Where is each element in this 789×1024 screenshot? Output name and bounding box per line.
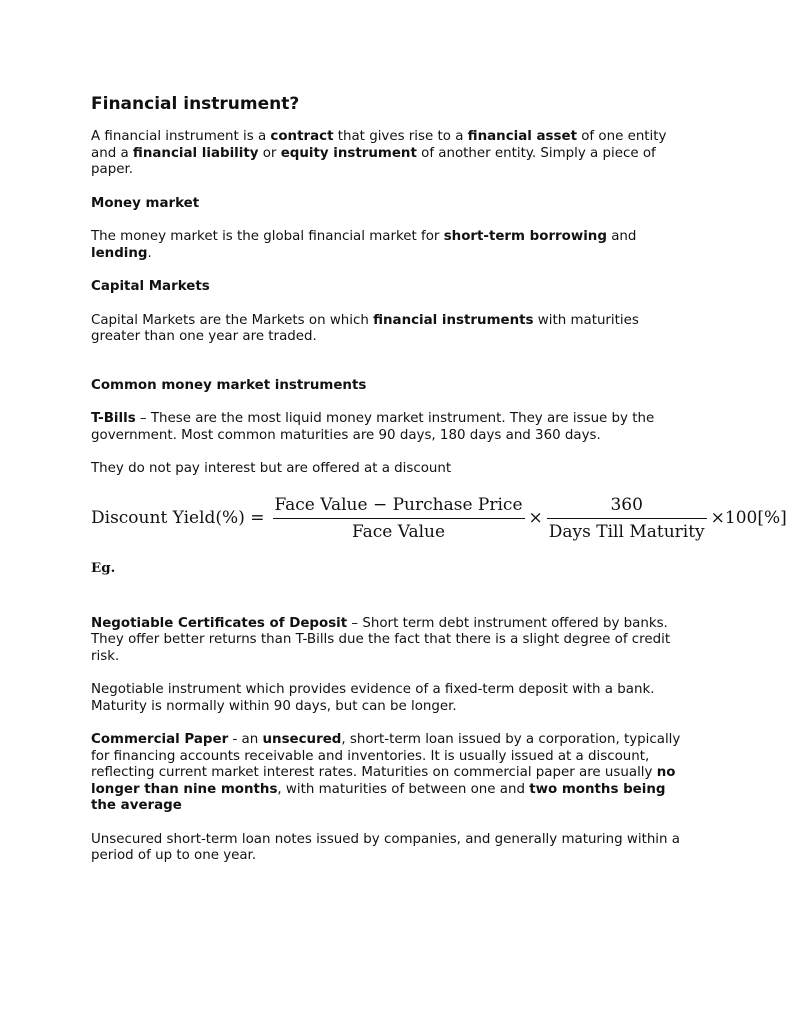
- discount-yield-formula: [91, 492, 789, 544]
- page-title: Financial instrument?: [91, 94, 300, 114]
- money-market-paragraph: The money market is the global financial market for short-term borrowing and lending.: [91, 229, 637, 261]
- formula-lhs: Discount Yield(%) =: [91, 508, 265, 528]
- formula-tail: ×100[%]: [710, 508, 787, 528]
- formula-denominator-face-value: Face Value: [273, 518, 525, 543]
- commercial-paper-paragraph: Commercial Paper - an unsecured, short-term loan issued by a corporation, typically for financing accounts receivable and inventories. It is usually issued at a discount, reflecting current market interest rates. Maturities on commercial paper are usually no longer than nine months, with maturities of between one and two months being the average: [91, 732, 681, 813]
- capital-markets-heading: Capital Markets: [91, 279, 210, 294]
- capital-markets-paragraph: Capital Markets are the Markets on which financial instruments with maturities greater than one year are traded.: [91, 312, 639, 344]
- ncd-paragraph: Negotiable Certificates of Deposit – Short term debt instrument offered by banks. They offer better returns than T-Bills due the fact that there is a slight degree of credit risk.: [91, 615, 671, 664]
- document-content: [91, 93, 691, 865]
- tbills-discount-paragraph: They do not pay interest but are offered at a discount: [91, 461, 452, 476]
- formula-fraction-price: [273, 494, 525, 543]
- formula-times: ×: [528, 508, 543, 528]
- tbills-paragraph: T-Bills – These are the most liquid money market instrument. They are issue by the government. Most common maturities are 90 days, 180 days and 360 days.: [91, 411, 655, 443]
- formula-numerator-price: Face Value − Purchase Price: [274, 494, 523, 515]
- instruments-heading: Common money market instruments: [91, 377, 367, 393]
- intro-paragraph: A financial instrument is a contract that gives rise to a financial asset of one entity and a financial liability or equity instrument of another entity. Simply a piece of paper.: [91, 129, 667, 177]
- ncd-detail-paragraph: Negotiable instrument which provides evidence of a fixed-term deposit with a bank. Maturity is normally within 90 days, but can be longer.: [91, 682, 655, 714]
- formula-fraction-days: [547, 494, 707, 543]
- example-label: Eg.: [91, 560, 116, 576]
- formula-denominator-days: Days Till Maturity: [547, 518, 707, 543]
- commercial-paper-detail-paragraph: Unsecured short-term loan notes issued by companies, and generally maturing within a period of up to one year.: [91, 831, 680, 863]
- formula-numerator-360: 360: [610, 494, 643, 515]
- money-market-heading: Money market: [91, 195, 200, 211]
